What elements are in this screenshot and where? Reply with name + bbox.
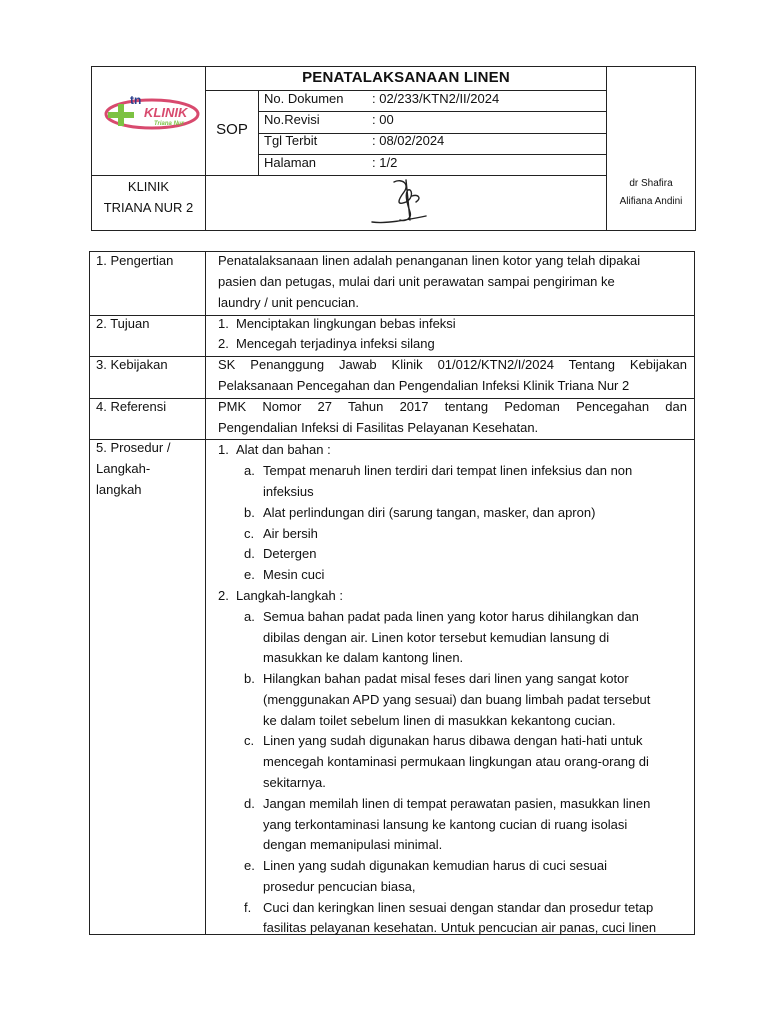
list-line: Hilangkan bahan padat misal feses dari linen yang sangat kotor [263,671,629,686]
list-line: Linen yang sudah digunakan harus dibawa dengan hati-hati untuk [263,733,643,748]
signature [366,176,446,228]
list-number: 1. [218,442,229,457]
list-letter: b. [244,505,255,520]
meta-label: No. Dokumen [264,91,344,106]
section-line: Pelaksanaan Pencegahan dan Pengendalian Infeksi Klinik Triana Nur 2 [218,378,630,393]
list-line: Cuci dan keringkan linen sesuai dengan standar dan prosedur tetap [263,900,654,915]
list-line: Jangan memilah linen di tempat perawatan pasien, masukkan linen [263,796,651,811]
meta-value: : 00 [372,112,394,127]
list-line: Semua bahan padat pada linen yang kotor harus dihilangkan dan [263,609,639,624]
list-line: masukkan ke dalam kantong linen. [263,650,464,665]
list-line: dengan memanipulasi minimal. [263,837,443,852]
document-title: PENATALAKSANAAN LINEN [302,69,510,86]
section-label: 1. Pengertian [96,253,174,268]
list-line: prosedur pencucian biasa, [263,879,416,894]
section-label: langkah [96,482,142,497]
list-item: Menciptakan lingkungan bebas infeksi [236,316,456,331]
list-line: infeksius [263,484,314,499]
list-number: 1. [218,316,229,331]
clinic-name-line1: KLINIK [127,179,170,194]
group-title: Langkah-langkah : [236,588,343,603]
meta-value: : 1/2 [372,155,398,170]
clinic-logo [100,90,200,134]
list-line: Air bersih [263,526,318,541]
list-letter: e. [244,567,255,582]
logo-abbrev: tn [130,93,142,107]
list-number: 2. [218,336,229,351]
list-letter: f. [244,900,252,915]
section-line: Penatalaksanaan linen adalah penanganan linen kotor yang telah dipakai [218,253,641,268]
list-line: sekitarnya. [263,775,326,790]
list-letter: c. [244,733,255,748]
section-label: 2. Tujuan [96,316,150,331]
list-line: mencegah kontaminasi permukaan lingkungan atau orang-orang di [263,754,649,769]
list-letter: d. [244,546,255,561]
list-letter: e. [244,858,255,873]
section-label: 5. Prosedur / [96,440,171,455]
section-line: SK Penanggung Jawab Klinik 01/012/KTN2/I/2024 Tentang Kebijakan [218,357,687,372]
list-line: Tempat menaruh linen terdiri dari tempat linen infeksius dan non [263,463,633,478]
section-label: 3. Kebijakan [96,357,168,372]
list-letter: a. [244,609,255,624]
list-letter: b. [244,671,255,686]
meta-label: Tgl Terbit [264,133,318,148]
section-line: laundry / unit pencucian. [218,295,359,310]
list-line: ke dalam toilet sebelum linen di masukkan kekantong cucian. [263,713,616,728]
list-line: Mesin cuci [263,567,325,582]
list-line: (menggunakan APD yang sesuai) dan buang limbah padat tersebut [263,692,651,707]
list-line: Detergen [263,546,317,561]
list-line: yang terkontaminasi lansung ke kantong cucian di ruang isolasi [263,817,628,832]
list-line: dibilas dengan air. Linen kotor tersebut kemudian lansung di [263,630,610,645]
meta-value: : 02/233/KTN2/II/2024 [372,91,500,106]
section-line: pasien dan petugas, mulai dari unit perawatan sampai pengiriman ke [218,274,615,289]
meta-value: : 08/02/2024 [372,133,445,148]
list-item: Mencegah terjadinya infeksi silang [236,336,435,351]
clinic-logo-graphic [100,90,200,134]
section-label: Langkah- [96,461,151,476]
logo-name: KLINIK [144,105,188,120]
list-letter: d. [244,796,255,811]
section-line: PMK Nomor 27 Tahun 2017 tentang Pedoman Pencegahan dan [218,399,687,414]
clinic-name-line2: TRIANA NUR 2 [103,200,194,215]
list-letter: c. [244,526,255,541]
section-label: 4. Referensi [96,399,167,414]
list-letter: a. [244,463,255,478]
sop-label: SOP [216,121,248,138]
meta-label: No.Revisi [264,112,320,127]
list-line: fasilitas pelayanan kesehatan. Untuk pencucian air panas, cuci linen [263,920,657,935]
signer-name-line2: Alifiana Andini [619,196,683,207]
group-title: Alat dan bahan : [236,442,331,457]
list-number: 2. [218,588,229,603]
logo-sub: Triana Nur [154,121,184,127]
list-line: Alat perlindungan diri (sarung tangan, masker, dan apron) [263,505,596,520]
signer-name-line1: dr Shafira [629,178,673,189]
meta-label: Halaman [264,155,317,170]
section-line: Pengendalian Infeksi di Fasilitas Pelayanan Kesehatan. [218,420,539,435]
list-line: Linen yang sudah digunakan kemudian harus di cuci sesuai [263,858,608,873]
